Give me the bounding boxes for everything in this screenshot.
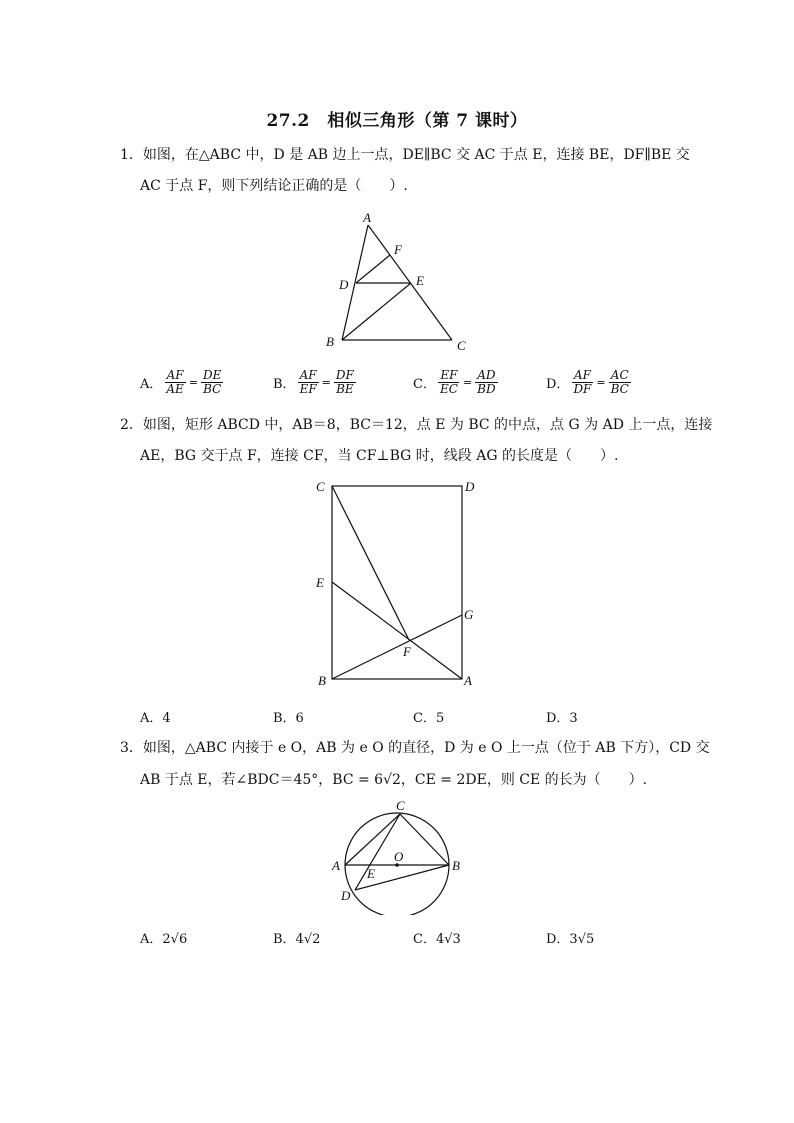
segment-ac bbox=[345, 814, 400, 865]
q2-option-a[interactable]: A．4 bbox=[140, 711, 171, 726]
denominator: DF bbox=[573, 382, 592, 396]
label-b: B bbox=[452, 858, 460, 873]
option-letter: D． bbox=[546, 377, 570, 392]
numerator: AF bbox=[299, 368, 317, 382]
q3-option-a[interactable]: A．2√6 bbox=[140, 932, 188, 947]
numerator: AC bbox=[610, 368, 629, 382]
label-a: A bbox=[332, 858, 340, 873]
denominator: EC bbox=[439, 382, 458, 396]
page-title: 27.2 相似三角形（第 7 课时） bbox=[266, 111, 528, 131]
numerator: AF bbox=[166, 368, 184, 382]
q1-option-c[interactable] bbox=[413, 369, 500, 396]
q2-option-c[interactable]: C．5 bbox=[413, 711, 445, 726]
label-d: D bbox=[339, 277, 349, 292]
option-letter: A． bbox=[140, 377, 163, 392]
label-a: A bbox=[464, 673, 472, 688]
segment-ae bbox=[332, 582, 462, 679]
numerator: DE bbox=[203, 368, 222, 382]
label-b: B bbox=[318, 673, 326, 688]
numerator: DF bbox=[335, 368, 354, 382]
label-a: A bbox=[363, 210, 371, 225]
q2-option-b[interactable]: B．6 bbox=[273, 711, 304, 726]
label-c: C bbox=[457, 338, 466, 353]
label-f: F bbox=[403, 644, 411, 659]
fraction bbox=[164, 369, 185, 396]
q3-text-line1: 3．如图，△ABC 内接于 e O，AB 为 e O 的直径，D 为 e O 上一点（位于 AB 下方），CD 交 bbox=[120, 740, 710, 756]
segment-cf bbox=[332, 486, 409, 640]
equals-sign: = bbox=[321, 376, 331, 389]
segment-bg bbox=[332, 615, 462, 679]
label-o: O bbox=[394, 849, 404, 864]
q1-text-line1: 1．如图，在△ABC 中，D 是 AB 边上一点，DE∥BC 交 AC 于点 E，连接 BE，DF∥BE 交 bbox=[120, 147, 690, 163]
denominator: AE bbox=[166, 382, 184, 396]
label-e: E bbox=[416, 273, 424, 288]
fraction bbox=[571, 369, 593, 396]
fraction bbox=[201, 369, 223, 396]
label-c: C bbox=[316, 479, 325, 494]
label-b: B bbox=[326, 334, 334, 349]
fraction bbox=[438, 369, 460, 396]
q1-triangle-figure bbox=[320, 205, 480, 355]
label-d: D bbox=[341, 888, 351, 903]
option-letter: C． bbox=[413, 377, 436, 392]
q3-circle-figure bbox=[320, 795, 480, 915]
label-c: C bbox=[396, 798, 405, 813]
numerator: AF bbox=[573, 368, 591, 382]
q2-text-line2: AE，BG 交于点 F，连接 CF，当 CF⊥BG 时，线段 AG 的长度是（ ）. bbox=[140, 448, 619, 464]
denominator: BE bbox=[336, 382, 354, 396]
equals-sign: = bbox=[188, 376, 199, 389]
label-e: E bbox=[316, 575, 324, 590]
q3-text-line2: AB 于点 E，若∠BDC＝45°，BC = 6√2，CE = 2DE，则 CE 的长为（ ）. bbox=[140, 772, 648, 788]
q2-text-line1: 2．如图，矩形 ABCD 中，AB＝8，BC＝12，点 E 为 BC 的中点，点 G 为 AD 上一点，连接 bbox=[120, 417, 713, 433]
numerator: AD bbox=[477, 368, 496, 382]
fraction bbox=[298, 369, 319, 396]
fraction bbox=[475, 369, 497, 396]
q3-option-d[interactable]: D．3√5 bbox=[546, 932, 595, 947]
numerator: EF bbox=[440, 368, 458, 382]
q1-option-a[interactable] bbox=[140, 369, 225, 396]
rectangle-abcd bbox=[332, 486, 462, 679]
q2-option-d[interactable]: D．3 bbox=[546, 711, 578, 726]
equals-sign: = bbox=[462, 376, 473, 389]
label-d: D bbox=[465, 479, 475, 494]
label-f: F bbox=[394, 242, 402, 257]
q1-text-line2: AC 于点 F，则下列结论正确的是（ ）. bbox=[140, 178, 408, 194]
q1-option-d[interactable] bbox=[546, 369, 633, 396]
option-letter: B． bbox=[273, 377, 296, 392]
q1-option-b[interactable] bbox=[273, 369, 358, 396]
denominator: BD bbox=[477, 382, 496, 396]
segment-df bbox=[356, 255, 390, 283]
q2-rectangle-figure bbox=[310, 475, 490, 695]
denominator: BC bbox=[203, 382, 222, 396]
label-e: E bbox=[367, 866, 375, 881]
label-g: G bbox=[464, 607, 474, 622]
fraction bbox=[334, 369, 356, 396]
equals-sign: = bbox=[596, 376, 606, 389]
fraction bbox=[609, 369, 631, 396]
q3-option-b[interactable]: B．4√2 bbox=[273, 932, 321, 947]
denominator: EF bbox=[299, 382, 317, 396]
q3-option-c[interactable]: C．4√3 bbox=[413, 932, 461, 947]
denominator: BC bbox=[610, 382, 629, 396]
